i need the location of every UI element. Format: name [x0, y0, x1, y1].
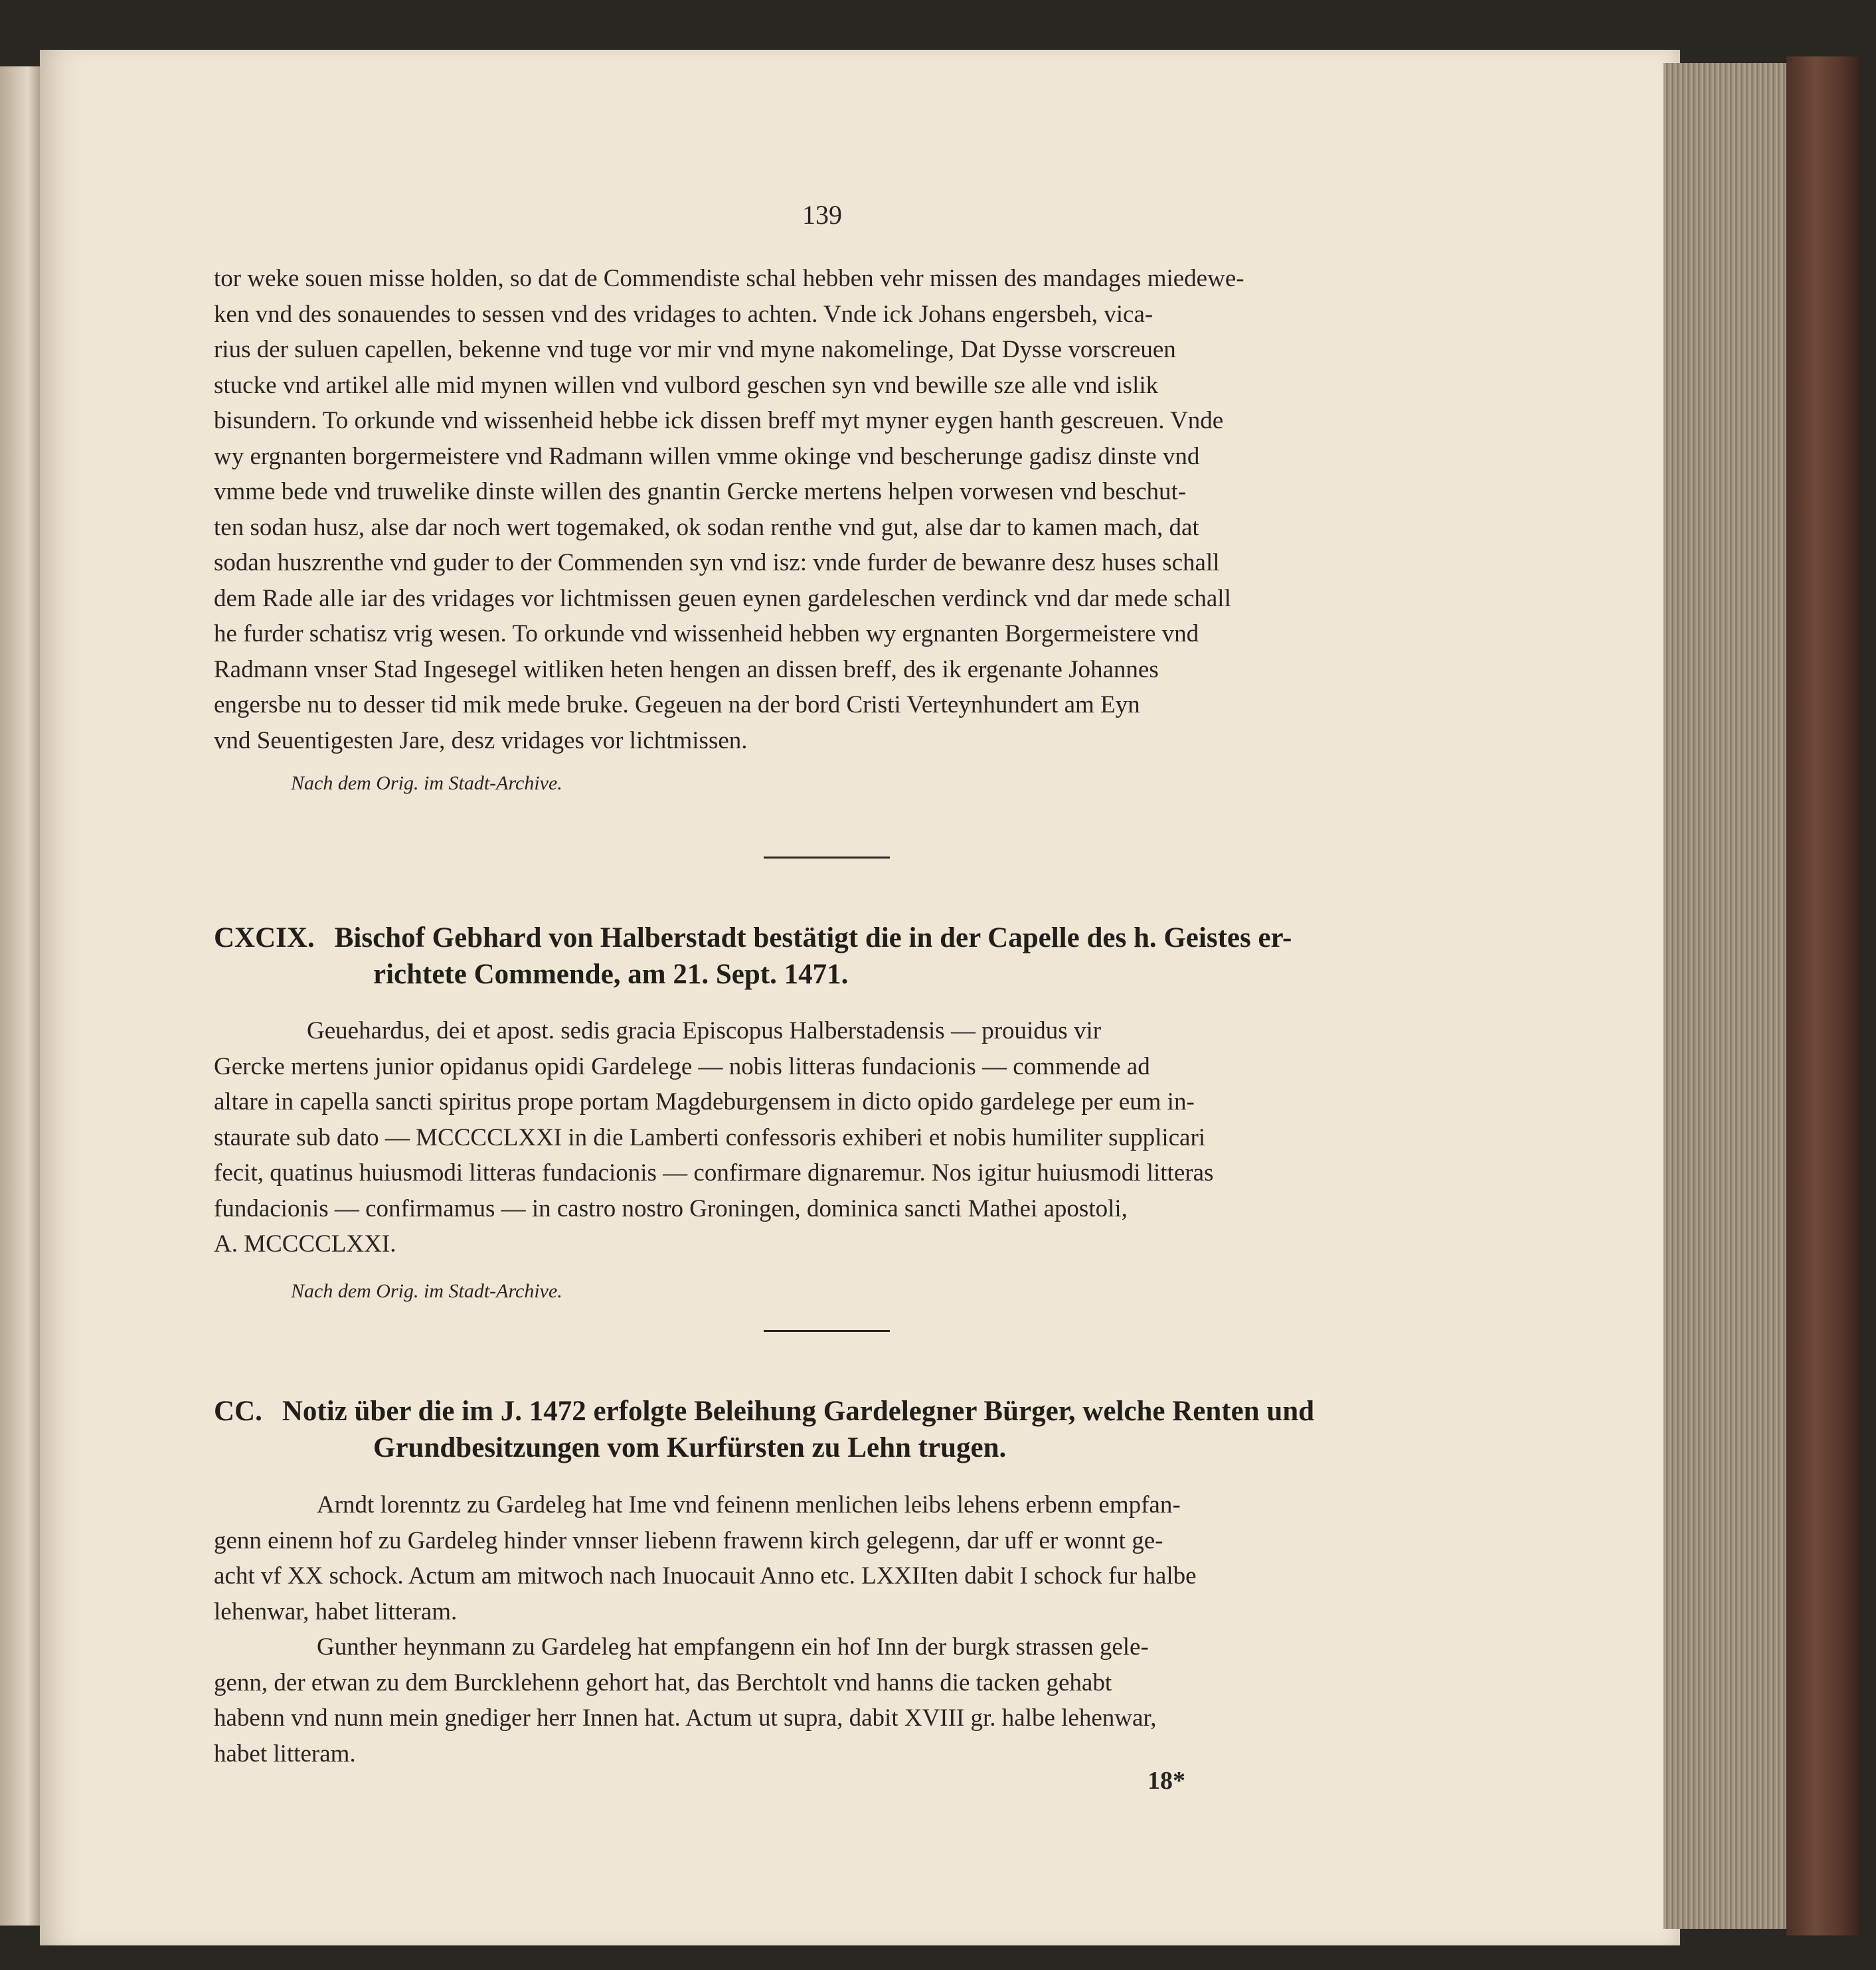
text-line: vmme bede vnd truwelike dinste willen des gnantin Gercke mertens helpen vorwesen vnd beschut-	[214, 478, 1187, 505]
signature-mark: 18*	[1148, 1767, 1185, 1795]
text-line: Gercke mertens junior opidanus opidi Gardelege — nobis litteras fundacionis — commende ad	[214, 1052, 1150, 1080]
text-line: Gunther heynmann zu Gardeleg hat empfangenn ein hof Inn der burgk strassen gele-	[317, 1633, 1149, 1661]
text-line: genn einenn hof zu Gardeleg hinder vnnser liebenn frawenn kirch gelegenn, dar uff er wonnt ge-	[214, 1526, 1163, 1554]
text-line: he furder schatisz vrig wesen. To orkunde vnd wissenheid hebben wy ergnanten Borgermeistere vnd	[214, 620, 1199, 647]
text-line: A. MCCCCLXXI.	[214, 1230, 396, 1258]
section-number: CC.	[214, 1396, 262, 1427]
section-heading-cxcix	[214, 920, 1437, 993]
text-line: engersbe nu to desser tid mik mede bruke. Gegeuen na der bord Cristi Verteynhundert am Eyn	[214, 691, 1140, 718]
section-divider	[764, 1330, 890, 1332]
text-line: wy ergnanten borgermeistere vnd Radmann willen vmme okinge vnd bescherunge gadisz dinste vnd	[214, 442, 1200, 470]
section-number: CXCIX.	[214, 922, 315, 953]
page-number: 139	[802, 200, 842, 230]
text-line: vnd Seuentigesten Jare, desz vridages vor lichtmissen.	[214, 726, 748, 754]
section-title-continued: Grundbesitzungen vom Kurfürsten zu Lehn trugen.	[373, 1432, 1007, 1463]
text-line: Arndt lorenntz zu Gardeleg hat Ime vnd feinenn menlichen leibs lehens erbenn empfan-	[317, 1491, 1181, 1519]
text-line: ten sodan husz, alse dar noch wert togemaked, ok sodan renthe vnd gut, alse dar to kamen mach, dat	[214, 513, 1199, 541]
text-line: fundacionis — confirmamus — in castro nostro Groningen, dominica sancti Mathei apostoli,	[214, 1194, 1128, 1222]
text-line: altare in capella sancti spiritus prope portam Magdeburgensem in dicto opido gardelege per eum in-	[214, 1088, 1195, 1115]
section-title: Bischof Gebhard von Halberstadt bestätigt die in der Capelle des h. Geistes er-	[334, 922, 1292, 953]
text-line: Geuehardus, dei et apost. sedis gracia Episcopus Halberstadensis — prouidus vir	[307, 1017, 1102, 1044]
top-text-block	[214, 261, 1437, 758]
text-line: genn, der etwan zu dem Burcklehenn gehort hat, das Berchtolt vnd hanns die tacken gehabt	[214, 1669, 1112, 1696]
text-line: lehenwar, habet litteram.	[214, 1598, 458, 1625]
source-note: Nach dem Orig. im Stadt-Archive.	[291, 1280, 562, 1302]
text-line: bisundern. To orkunde vnd wissenheid hebbe ick dissen breff myt myner eygen hanth gescreuen. Vnde	[214, 407, 1224, 434]
text-line: staurate sub dato — MCCCCLXXI in die Lamberti confessoris exhiberi et nobis humiliter supplicari	[214, 1123, 1206, 1151]
section-heading-cc	[214, 1393, 1437, 1466]
section-title-continued: richtete Commende, am 21. Sept. 1471.	[373, 959, 849, 990]
text-line: tor weke souen misse holden, so dat de Commendiste schal hebben vehr missen des mandages miedewe-	[214, 265, 1244, 292]
text-line: stucke vnd artikel alle mid mynen willen vnd vulbord geschen syn vnd bewille sze alle vnd islik	[214, 371, 1159, 399]
text-line: fecit, quatinus huiusmodi litteras fundacionis — confirmare dignaremur. Nos igitur huiusmodi litteras	[214, 1159, 1214, 1187]
section-title: Notiz über die im J. 1472 erfolgte Beleihung Gardelegner Bürger, welche Renten und	[282, 1396, 1315, 1427]
text-line: Radmann vnser Stad Ingesegel witliken heten hengen an dissen breff, des ik ergenante Johannes	[214, 655, 1159, 683]
text-line: rius der suluen capellen, bekenne vnd tuge vor mir vnd myne nakomelinge, Dat Dysse vorscreuen	[214, 336, 1176, 363]
page-stack-edge	[1663, 63, 1793, 1929]
cxcix-text-block	[214, 1013, 1437, 1262]
text-line: sodan huszrenthe vnd guder to der Commenden syn vnd isz: vnde furder de bewanre desz huses schall	[214, 549, 1220, 576]
text-line: dem Rade alle iar des vridages vor lichtmissen geuen eynen gardeleschen verdinck vnd dar mede schall	[214, 584, 1231, 612]
text-line: ken vnd des sonauendes to sessen vnd des vridages to achten. Vnde ick Johans engersbeh, vica-	[214, 300, 1153, 328]
text-line: acht vf XX schock. Actum am mitwoch nach Inuocauit Anno etc. LXXIIten dabit I schock fur halbe	[214, 1562, 1197, 1590]
source-note: Nach dem Orig. im Stadt-Archive.	[291, 772, 562, 794]
text-line: habenn vnd nunn mein gnediger herr Innen hat. Actum ut supra, dabit XVIII gr. halbe lehenwar,	[214, 1704, 1157, 1732]
section-divider	[764, 857, 890, 859]
book-cover	[1786, 56, 1859, 1935]
text-line: habet litteram.	[214, 1740, 356, 1767]
cc-text-block	[214, 1487, 1437, 1771]
